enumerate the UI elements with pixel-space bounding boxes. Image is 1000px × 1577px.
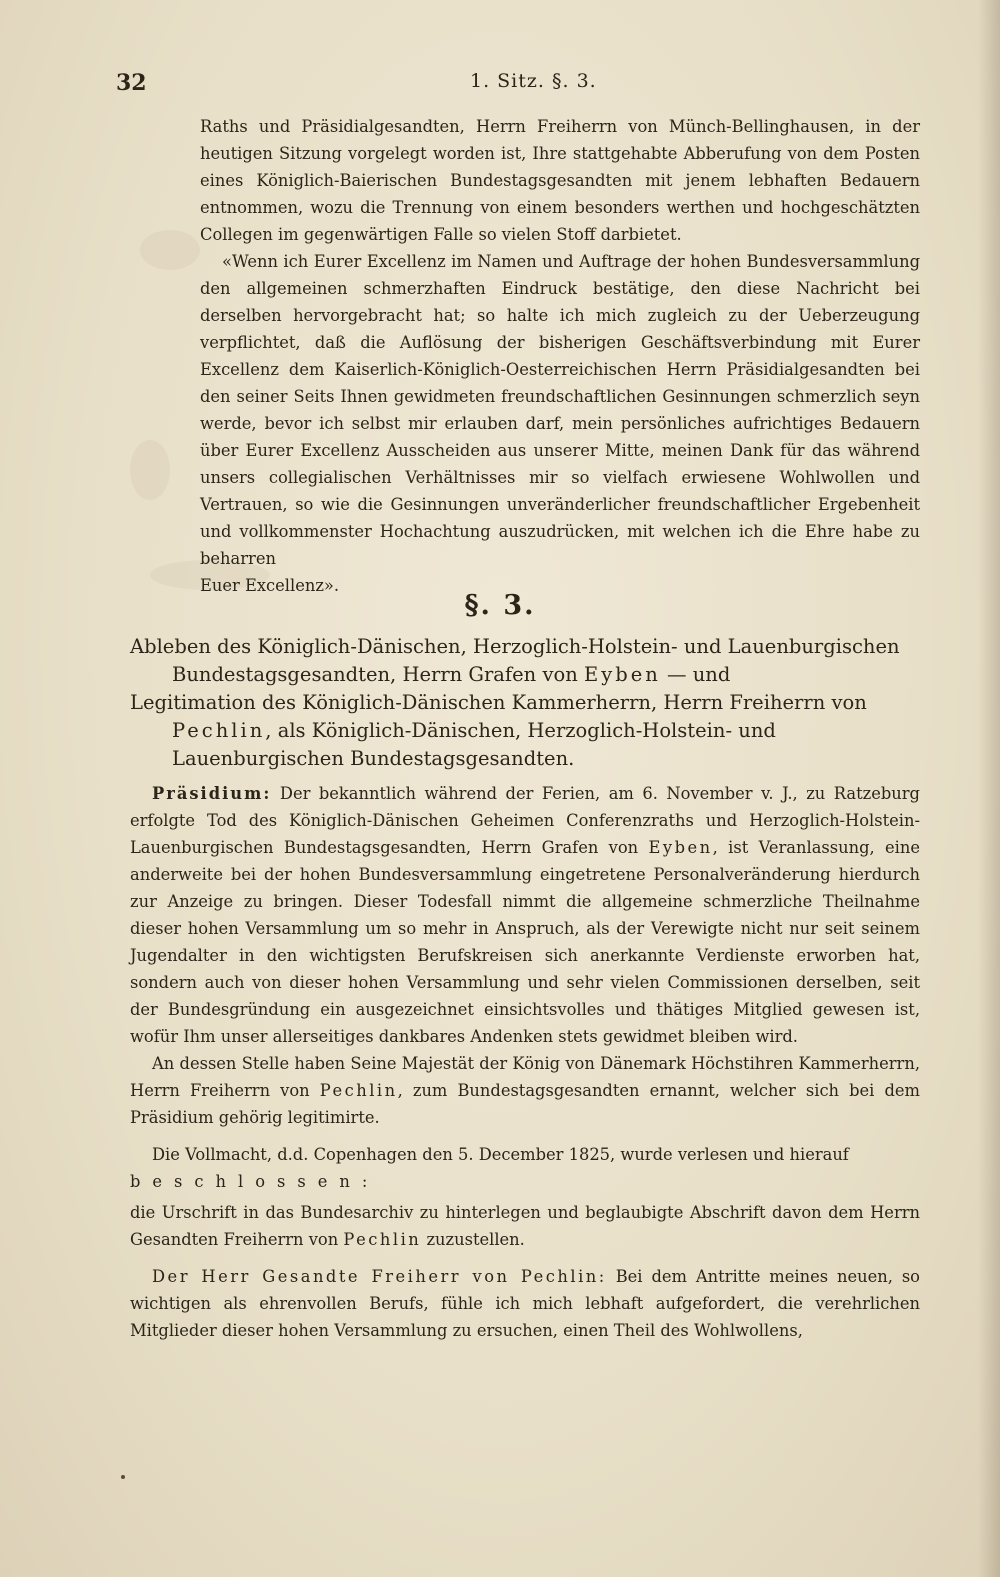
praesidium-text-a: Der bekanntlich während der Ferien, am 6. November v. J., zu Ratzeburg erfolgte Tod des Königlich-Dänischen Geheimen Conferenzraths und Herzoglich-Holstein-Lauenburgischen Bundestagsgesandten, Herrn Grafen von (130, 784, 920, 857)
heading-ableben-text: Ableben des Königlich-Dänischen, Herzoglich-Holstein- und Lauenburgischen Bundestagsgesandten, Herrn Grafen von (130, 635, 900, 686)
continued-paragraph-text: Raths und Präsidialgesandten, Herrn Freiherrn von Münch-Bellinghausen, in der heutigen Sitzung vorgelegt worden ist, Ihre stattgehabte Abberufung von dem Posten eines Königlich-Baierischen Bundestagsgesandten mit jenem lebhaften Bedauern entnommen, wozu die Trennung von einem besonders werthen und hochgeschätzten Collegen im gegenwärtigen Falle so vielen Stoff darbietet. (200, 117, 920, 244)
speaker-praesidium: Präsidium: (152, 784, 272, 803)
heading-name-eyben: Eyben (583, 663, 661, 686)
praesidium-name: Eyben (648, 838, 713, 857)
heading-legitimation (130, 689, 920, 773)
appointment-name: Pechlin (319, 1081, 398, 1100)
page-number: 32 (116, 70, 147, 96)
praesidium-paragraph (130, 780, 920, 1050)
paper-smudge (130, 440, 170, 500)
resolution-label: beschlossen: (130, 1172, 380, 1191)
letter-closing: Euer Excellenz». (200, 576, 340, 595)
decision-text: die Urschrift in das Bundesarchiv zu hinterlegen und beglaubigte Abschrift davon dem Herrn Gesandten Freiherrn von (130, 1203, 920, 1249)
vollmacht-paragraph: Die Vollmacht, d.d. Copenhagen den 5. December 1825, wurde verlesen und hierauf (152, 1145, 849, 1164)
decision-end: zuzustellen. (426, 1230, 525, 1249)
running-head: 1. Sitz. §. 3. (470, 70, 597, 92)
heading-legitimation-end: , als Königlich-Dänischen, Herzoglich-Holstein- und Lauenburgischen Bundestagsgesandten. (172, 719, 776, 770)
body-text (130, 780, 920, 1344)
pechlin-speech-text: Bei dem Antritte meines neuen, so wichtigen als ehrenvollen Berufs, fühle ich mich lebhaft aufgefordert, die verehrlichen Mitglieder dieser hohen Versammlung zu ersuchen, einen Theil des Wohlwollens, (130, 1267, 920, 1340)
pechlin-speech-paragraph (130, 1263, 920, 1344)
page-edge-shadow (978, 0, 1000, 1577)
appointment-text-b: , zum Bundestagsgesandten ernannt, welcher sich bei dem Präsidium gehörig legitimirte. (130, 1081, 920, 1127)
decision-paragraph (130, 1199, 920, 1253)
heading-ableben (130, 633, 920, 689)
praesidium-text-b: , ist Veranlassung, eine anderweite bei der hohen Bundesversammlung eingetretene Personalveränderung hierdurch zur Anzeige zu bringen. Dieser Todesfall nimmt die allgemeine schmerzliche Theilnahme dieser hohen Versammlung um so mehr in Anspruch, als der Verewigte nicht nur seit seinem Jugendalter in den wichtigsten Berufskreisen sich anerkannte Verdienste erworben hat, sondern auch von dieser hohen Versammlung und sehr vielen Commissionen derselben, seit der Bundesgründung ein ausgezeichnet einsichtsvolles und thätiges Mitglied gewesen ist, wofür Ihm unser allerseitiges dankbares Andenken stets gewidmet bleiben wird. (130, 838, 920, 1046)
continued-paragraph (200, 113, 920, 599)
section-mark: §. 3. (464, 590, 536, 621)
letter-paragraph: «Wenn ich Eurer Excellenz im Namen und Auftrage der hohen Bundesversammlung den allgemeinen schmerzhaften Eindruck bestätige, den diese Nachricht bei derselben hervorgebracht hat; so halte ich mich zugleich zu der Ueberzeugung verpflichtet, daß die Auflösung der bisherigen Geschäftsverbindung mit Eurer Excellenz dem Kaiserlich-Königlich-Oesterreichischen Herrn Präsidialgesandten bei den seiner Seits Ihnen gewidmeten freundschaftlichen Gesinnungen schmerzlich seyn werde, bevor ich selbst mir erlauben darf, mein persönliches aufrichtiges Bedauern über Eurer Excellenz Ausscheiden aus unserer Mitte, meinen Dank für das während unsers collegialischen Verhältnisses mir so vielfach erwiesene Wohlwollen und Vertrauen, so wie die Gesinnungen unveränderlicher freundschaftlicher Ergebenheit und vollkommenster Hochachtung auszudrücken, mit welchen ich die Ehre habe zu beharren (200, 252, 920, 568)
section-heading (130, 633, 920, 773)
heading-legitimation-text: Legitimation des Königlich-Dänischen Kammerherrn, Herrn Freiherrn von (130, 691, 867, 714)
paper-smudge (140, 230, 200, 270)
heading-name-pechlin: Pechlin (172, 719, 266, 742)
ink-dot (121, 1475, 125, 1479)
speaker-pechlin: Der Herr Gesandte Freiherr von Pechlin: (152, 1267, 607, 1286)
appointment-text-a: An dessen Stelle haben Seine Majestät der König von Dänemark Höchstihren Kammerherrn, Herrn Freiherrn von (130, 1054, 920, 1100)
heading-ableben-end: — und (667, 663, 731, 686)
decision-name: Pechlin (343, 1230, 422, 1249)
appointment-paragraph (130, 1050, 920, 1131)
